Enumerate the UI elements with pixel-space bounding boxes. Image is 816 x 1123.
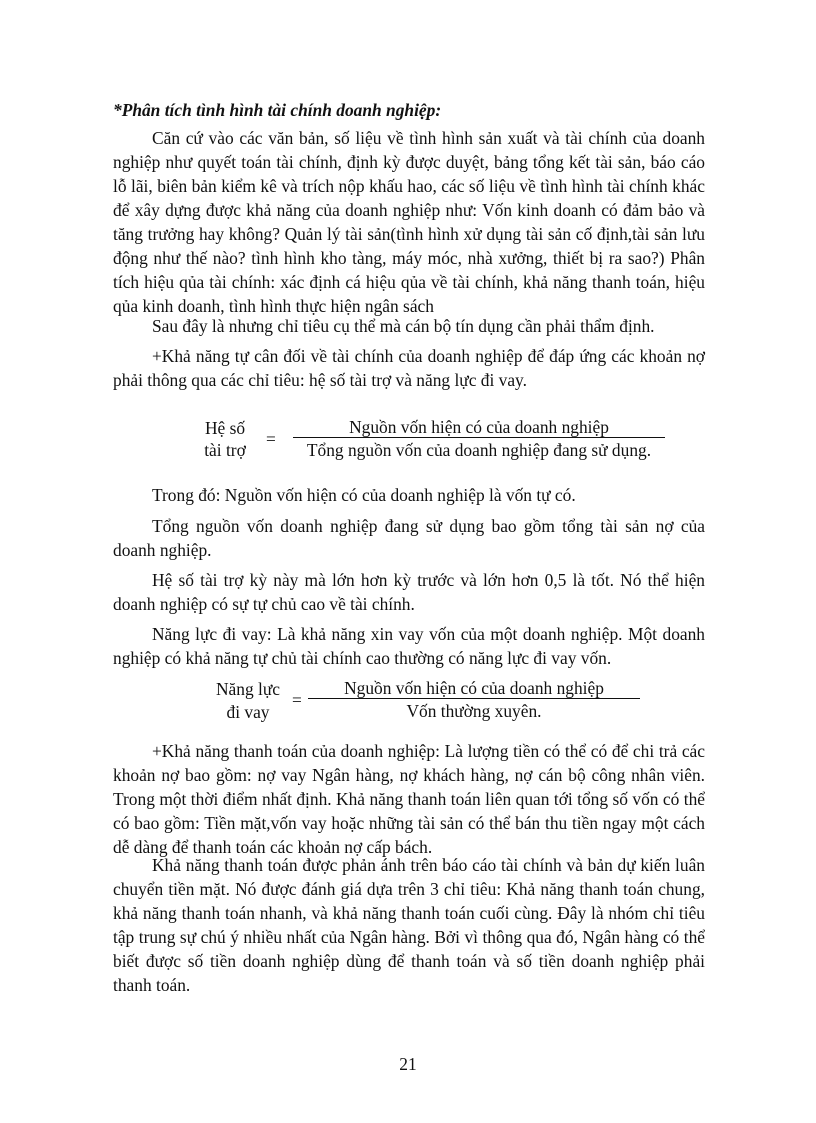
paragraph-self-balancing: +Khả năng tự cân đối về tài chính của doanh nghiệp để đáp ứng các khoản nợ phải thông qua các chỉ tiêu: hệ số tài trợ và năng lực đi vay. [113, 346, 705, 390]
paragraph-solvency: +Khả năng thanh toán của doanh nghiệp: Là lượng tiền có thể có để chi trả các khoản nợ bao gồm: nợ vay Ngân hàng, nợ khách hàng, nợ cán bộ công nhân viên. Trong một thời điểm nhất định. Khả năng thanh toán liên quan tới tổng số vốn có thể có bao gồm: Tiền mặt,vốn vay hoặc những tài sản có thể bán thu tiền ngay một cách dễ dàng để thanh toán các khoản nợ cấp bách. [113, 741, 705, 857]
paragraph-financial-analysis: Căn cứ vào các văn bản, số liệu về tình hình sản xuất và tài chính của doanh nghiệp như quyết toán tài chính, định kỳ được duyệt, bảng tổng kết tài sản, báo cáo lỗ lãi, biên bản kiểm kê và trích nộp khấu hao, các số liệu về tình hình tài chính khác để xây dựng được khả năng của doanh nghiệp như: Vốn kinh doanh có đảm bảo và tăng trưởng hay không? Quản lý tài sản(tình hình xử dụng tài sản cố định,tài sản lưu động như thế nào? tình hình kho tàng, máy móc, nhà xưởng, thiết bị ra sao?) Phân tích hiệu qủa tài chính: xác định cá hiệu qủa về tài chính, khả năng thanh toán, hiệu qủa kinh doanh, tình hình thực hiện ngân sách [113, 128, 705, 316]
formula-financing-label-line2: tài trợ [204, 440, 246, 460]
paragraph-solvency-indicators: Khả năng thanh toán được phản ánh trên báo cáo tài chính và bản dự kiến luân chuyển tiền mặt. Nó được đánh giá dựa trên 3 chỉ tiêu: Khả năng thanh toán chung, khả năng thanh toán nhanh, và khả năng thanh toán cuối cùng. Đây là nhóm chỉ tiêu tập trung sự chú ý nhiều nhất của Ngân hàng. Bởi vì thông qua đó, Ngân hàng có thể biết được số tiền doanh nghiệp dùng để thanh toán và số tiền doanh nghiệp phải thanh toán. [113, 855, 705, 995]
formula-financing-denominator: Tổng nguồn vốn của doanh nghiệp đang sử dụng. [306, 440, 652, 460]
formula-financing-equals: = [266, 429, 276, 449]
formula-financing-label-line1: Hệ số [204, 418, 246, 438]
page-number: 21 [399, 1054, 417, 1074]
formula-borrowing-denominator: Vốn thường xuyên. [406, 701, 542, 721]
section-heading: *Phân tích tình hình tài chính doanh nghiệp: [113, 100, 442, 120]
formula-financing-fraction-bar [293, 437, 665, 438]
paragraph-where-clause: Trong đó: Nguồn vốn hiện có của doanh nghiệp là vốn tự có. [152, 485, 576, 505]
paragraph-indicators-intro: Sau đây là nhưng chỉ tiêu cụ thể mà cán bộ tín dụng cần phải thẩm định. [152, 316, 655, 336]
formula-borrowing-numerator: Nguồn vốn hiện có của doanh nghiệp [344, 678, 604, 698]
formula-financing-numerator: Nguồn vốn hiện có của doanh nghiệp [349, 417, 609, 437]
formula-borrowing-fraction-bar [308, 698, 640, 699]
formula-borrowing-label-line2: đi vay [226, 702, 270, 722]
paragraph-financing-ratio-note: Hệ số tài trợ kỳ này mà lớn hơn kỳ trước và lớn hơn 0,5 là tốt. Nó thể hiện doanh nghiệp có sự tự chủ cao về tài chính. [113, 570, 705, 614]
paragraph-borrowing-capacity: Năng lực đi vay: Là khả năng xin vay vốn của một doanh nghiệp. Một doanh nghiệp có khả năng tự chủ tài chính cao thường có năng lực đi vay vốn. [113, 624, 705, 668]
paragraph-total-capital: Tổng nguồn vốn doanh nghiệp đang sử dụng bao gồm tổng tài sản nợ của doanh nghiệp. [113, 516, 705, 560]
formula-borrowing-label-line1: Năng lực [216, 679, 280, 699]
formula-borrowing-equals: = [292, 690, 302, 710]
